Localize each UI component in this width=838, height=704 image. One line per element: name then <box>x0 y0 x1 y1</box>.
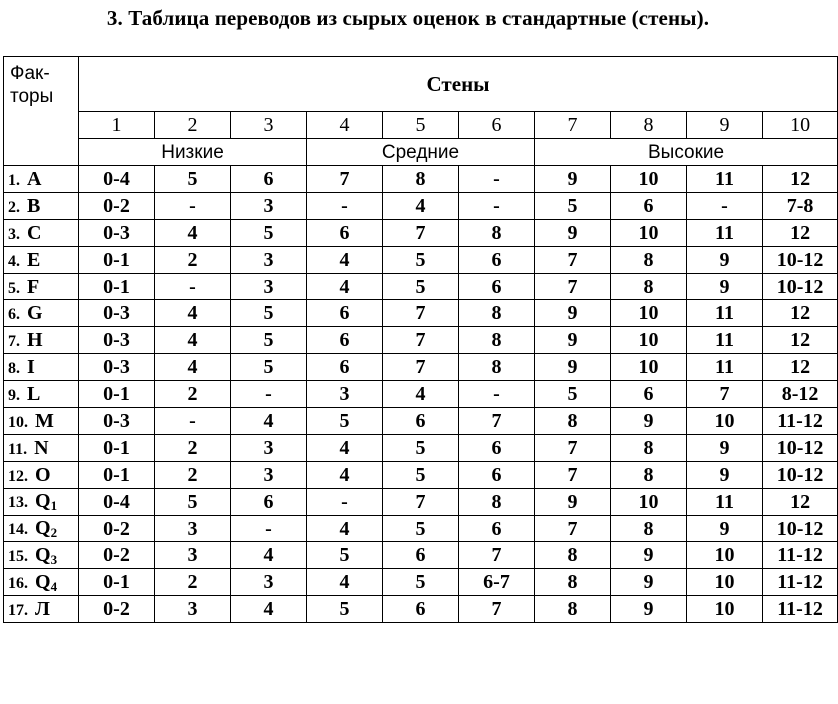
table-row <box>4 327 838 354</box>
value-cell: 0-3 <box>79 327 155 354</box>
value-cell: - <box>687 192 763 219</box>
factor-subscript: 4 <box>50 578 58 594</box>
factor-name: L <box>27 383 41 406</box>
value-cell: 6-7 <box>459 569 535 596</box>
factor-subscript: 1 <box>50 498 58 514</box>
factor-cell <box>4 434 79 461</box>
factors-header-line1: Фак- <box>10 63 50 84</box>
value-cell: 9 <box>611 408 687 435</box>
factor-cell <box>4 515 79 542</box>
value-cell: 0-1 <box>79 461 155 488</box>
factors-header-cell <box>4 57 79 166</box>
value-cell: 11-12 <box>763 569 838 596</box>
value-cell: 4 <box>155 354 231 381</box>
factor-name: I <box>27 356 35 379</box>
value-cell: 3 <box>307 381 383 408</box>
value-cell: 10 <box>611 354 687 381</box>
factor-cell <box>4 596 79 623</box>
value-cell: 6 <box>459 461 535 488</box>
group-row <box>4 139 838 166</box>
value-cell: 10 <box>611 327 687 354</box>
value-cell: 6 <box>459 273 535 300</box>
value-cell: 5 <box>231 354 307 381</box>
group-low: Низкие <box>79 139 307 166</box>
factor-cell <box>4 246 79 273</box>
page-title: 3. Таблица переводов из сырых оценок в стандартные (стены). <box>106 6 710 30</box>
value-cell: 5 <box>231 219 307 246</box>
group-high: Высокие <box>535 139 838 166</box>
factor-index: 15. <box>8 547 28 565</box>
factor-index: 8. <box>8 360 20 378</box>
sten-number-cell: 8 <box>611 112 687 139</box>
group-medium: Средние <box>307 139 535 166</box>
value-cell: 7 <box>535 246 611 273</box>
value-cell: 8-12 <box>763 381 838 408</box>
value-cell: 3 <box>231 461 307 488</box>
value-cell: 7 <box>687 381 763 408</box>
factor-cell <box>4 408 79 435</box>
value-cell: 9 <box>687 246 763 273</box>
value-cell: 10-12 <box>763 434 838 461</box>
sten-number-cell: 5 <box>383 112 459 139</box>
factor-cell <box>4 273 79 300</box>
value-cell: 7 <box>459 596 535 623</box>
value-cell: 8 <box>459 300 535 327</box>
value-cell: 6 <box>307 219 383 246</box>
value-cell: 6 <box>307 354 383 381</box>
sten-number-row <box>4 112 838 139</box>
value-cell: 4 <box>155 327 231 354</box>
factor-subscript: 2 <box>50 525 58 541</box>
value-cell: 4 <box>307 434 383 461</box>
value-cell: 9 <box>687 434 763 461</box>
factor-name: F <box>27 275 40 298</box>
value-cell: 8 <box>535 408 611 435</box>
factor-index: 17. <box>8 602 28 620</box>
value-cell: 8 <box>535 542 611 569</box>
table-row <box>4 461 838 488</box>
table-row <box>4 434 838 461</box>
sten-number-cell: 10 <box>763 112 838 139</box>
value-cell: 10 <box>611 488 687 515</box>
value-cell: 5 <box>231 300 307 327</box>
value-cell: 5 <box>383 273 459 300</box>
factor-cell <box>4 569 79 596</box>
header-row <box>4 57 838 112</box>
value-cell: 9 <box>535 219 611 246</box>
value-cell: 9 <box>535 327 611 354</box>
value-cell: 7 <box>383 488 459 515</box>
value-cell: 11 <box>687 300 763 327</box>
value-cell: 7 <box>535 515 611 542</box>
value-cell: 4 <box>231 542 307 569</box>
stens-header: Стены <box>79 57 838 112</box>
value-cell: 5 <box>383 515 459 542</box>
value-cell: 10-12 <box>763 246 838 273</box>
value-cell: 5 <box>535 381 611 408</box>
value-cell: 7 <box>307 166 383 193</box>
value-cell: 7 <box>383 354 459 381</box>
value-cell: 7 <box>535 273 611 300</box>
factor-index: 6. <box>8 306 20 324</box>
factor-index: 13. <box>8 494 28 512</box>
table-row <box>4 300 838 327</box>
sten-number-cell: 2 <box>155 112 231 139</box>
factor-index: 10. <box>8 413 28 431</box>
value-cell: 10 <box>611 300 687 327</box>
value-cell: 6 <box>231 166 307 193</box>
value-cell: 8 <box>459 354 535 381</box>
value-cell: 6 <box>307 300 383 327</box>
table-row <box>4 542 838 569</box>
factor-name: E <box>27 248 41 271</box>
value-cell: 0-4 <box>79 488 155 515</box>
factor-name: H <box>27 329 43 352</box>
sten-number-cell: 6 <box>459 112 535 139</box>
value-cell: 3 <box>155 542 231 569</box>
value-cell: 0-3 <box>79 354 155 381</box>
value-cell: 5 <box>383 569 459 596</box>
sten-number-cell: 4 <box>307 112 383 139</box>
value-cell: - <box>459 192 535 219</box>
value-cell: 2 <box>155 569 231 596</box>
value-cell: 7 <box>459 408 535 435</box>
value-cell: 10-12 <box>763 273 838 300</box>
value-cell: 5 <box>383 434 459 461</box>
value-cell: 8 <box>611 246 687 273</box>
factor-cell <box>4 192 79 219</box>
value-cell: 5 <box>155 488 231 515</box>
sten-number-cell: 7 <box>535 112 611 139</box>
value-cell: 10 <box>687 408 763 435</box>
value-cell: 6 <box>231 488 307 515</box>
value-cell: 6 <box>383 408 459 435</box>
table-row <box>4 246 838 273</box>
factor-name: M <box>35 409 54 432</box>
value-cell: 4 <box>307 569 383 596</box>
value-cell: 5 <box>231 327 307 354</box>
table-row <box>4 488 838 515</box>
factor-name: Q <box>35 543 51 566</box>
value-cell: - <box>155 192 231 219</box>
value-cell: 9 <box>535 166 611 193</box>
value-cell: 4 <box>307 515 383 542</box>
value-cell: 7-8 <box>763 192 838 219</box>
value-cell: - <box>307 488 383 515</box>
value-cell: 4 <box>155 219 231 246</box>
value-cell: 7 <box>535 434 611 461</box>
value-cell: 11 <box>687 488 763 515</box>
value-cell: - <box>155 408 231 435</box>
value-cell: 8 <box>459 219 535 246</box>
value-cell: 0-1 <box>79 381 155 408</box>
value-cell: 0-1 <box>79 246 155 273</box>
factor-index: 12. <box>8 467 28 485</box>
value-cell: 10 <box>687 569 763 596</box>
factor-index: 16. <box>8 574 28 592</box>
value-cell: 7 <box>535 461 611 488</box>
value-cell: 11 <box>687 354 763 381</box>
value-cell: 6 <box>459 434 535 461</box>
value-cell: 12 <box>763 327 838 354</box>
value-cell: 7 <box>459 542 535 569</box>
value-cell: 10-12 <box>763 461 838 488</box>
value-cell: 7 <box>383 219 459 246</box>
factor-cell <box>4 166 79 193</box>
value-cell: 5 <box>307 408 383 435</box>
value-cell: 12 <box>763 300 838 327</box>
value-cell: 4 <box>231 596 307 623</box>
value-cell: 4 <box>307 273 383 300</box>
value-cell: 3 <box>231 192 307 219</box>
value-cell: - <box>231 515 307 542</box>
factor-index: 1. <box>8 171 20 189</box>
value-cell: 12 <box>763 219 838 246</box>
factor-cell <box>4 542 79 569</box>
value-cell: 5 <box>307 596 383 623</box>
value-cell: 9 <box>687 273 763 300</box>
sten-conversion-table <box>3 56 838 623</box>
value-cell: 8 <box>459 488 535 515</box>
value-cell: 0-4 <box>79 166 155 193</box>
value-cell: 8 <box>459 327 535 354</box>
value-cell: 5 <box>307 542 383 569</box>
factor-index: 2. <box>8 198 20 216</box>
sten-number-cell: 1 <box>79 112 155 139</box>
table-row <box>4 192 838 219</box>
value-cell: 3 <box>155 515 231 542</box>
value-cell: 0-2 <box>79 596 155 623</box>
value-cell: 11 <box>687 219 763 246</box>
factor-cell <box>4 327 79 354</box>
value-cell: 10 <box>611 219 687 246</box>
value-cell: 7 <box>383 300 459 327</box>
value-cell: 6 <box>459 515 535 542</box>
table-row <box>4 408 838 435</box>
factors-header-line2: торы <box>10 85 54 107</box>
value-cell: 11 <box>687 166 763 193</box>
factor-index: 9. <box>8 387 20 405</box>
value-cell: 12 <box>763 354 838 381</box>
value-cell: 2 <box>155 246 231 273</box>
value-cell: 9 <box>535 300 611 327</box>
factor-name: G <box>27 302 43 325</box>
value-cell: 9 <box>611 542 687 569</box>
value-cell: 9 <box>611 596 687 623</box>
value-cell: 0-2 <box>79 192 155 219</box>
value-cell: 0-3 <box>79 408 155 435</box>
table-row <box>4 515 838 542</box>
factor-index: 3. <box>8 225 20 243</box>
value-cell: 2 <box>155 461 231 488</box>
value-cell: 0-2 <box>79 515 155 542</box>
table-row <box>4 569 838 596</box>
factor-subscript: 3 <box>50 551 58 567</box>
factor-name: Л <box>35 598 50 621</box>
value-cell: 3 <box>231 434 307 461</box>
value-cell: 5 <box>383 246 459 273</box>
value-cell: - <box>231 381 307 408</box>
value-cell: 3 <box>231 569 307 596</box>
factor-name: A <box>27 167 42 190</box>
factor-index: 14. <box>8 521 28 539</box>
table-row <box>4 219 838 246</box>
value-cell: 2 <box>155 381 231 408</box>
value-cell: 6 <box>611 192 687 219</box>
factor-name: C <box>27 221 42 244</box>
value-cell: 6 <box>383 596 459 623</box>
value-cell: 9 <box>611 569 687 596</box>
factor-name: Q <box>35 570 51 593</box>
factor-name: Q <box>35 517 51 540</box>
value-cell: 4 <box>383 192 459 219</box>
sten-number-cell: 3 <box>231 112 307 139</box>
value-cell: 5 <box>155 166 231 193</box>
factor-name: N <box>34 436 49 459</box>
factor-cell <box>4 488 79 515</box>
value-cell: 9 <box>687 461 763 488</box>
value-cell: 4 <box>383 381 459 408</box>
value-cell: 10-12 <box>763 515 838 542</box>
value-cell: 6 <box>383 542 459 569</box>
value-cell: 6 <box>611 381 687 408</box>
value-cell: 0-1 <box>79 569 155 596</box>
value-cell: 8 <box>535 596 611 623</box>
table-row <box>4 166 838 193</box>
factor-cell <box>4 219 79 246</box>
value-cell: 2 <box>155 434 231 461</box>
value-cell: 6 <box>459 246 535 273</box>
table-row <box>4 381 838 408</box>
factor-name: O <box>35 463 51 486</box>
factor-name: Q <box>35 490 51 513</box>
value-cell: 10 <box>687 596 763 623</box>
value-cell: 8 <box>611 515 687 542</box>
factor-cell <box>4 300 79 327</box>
value-cell: - <box>459 166 535 193</box>
value-cell: 10 <box>611 166 687 193</box>
value-cell: 8 <box>535 569 611 596</box>
value-cell: 3 <box>231 273 307 300</box>
value-cell: 5 <box>535 192 611 219</box>
factor-index: 11. <box>8 440 28 458</box>
factor-index: 4. <box>8 252 20 270</box>
table-row <box>4 354 838 381</box>
value-cell: 0-1 <box>79 273 155 300</box>
factor-cell <box>4 461 79 488</box>
factor-cell <box>4 354 79 381</box>
value-cell: 7 <box>383 327 459 354</box>
value-cell: 9 <box>687 515 763 542</box>
value-cell: 12 <box>763 166 838 193</box>
value-cell: 0-3 <box>79 300 155 327</box>
value-cell: 10 <box>687 542 763 569</box>
value-cell: 3 <box>155 596 231 623</box>
value-cell: 6 <box>307 327 383 354</box>
value-cell: 11 <box>687 327 763 354</box>
value-cell: 0-2 <box>79 542 155 569</box>
value-cell: - <box>459 381 535 408</box>
value-cell: 11-12 <box>763 408 838 435</box>
value-cell: 11-12 <box>763 596 838 623</box>
value-cell: 3 <box>231 246 307 273</box>
table-row <box>4 273 838 300</box>
value-cell: 8 <box>611 461 687 488</box>
value-cell: 8 <box>611 273 687 300</box>
value-cell: 4 <box>231 408 307 435</box>
table-row <box>4 596 838 623</box>
value-cell: 9 <box>535 488 611 515</box>
value-cell: - <box>307 192 383 219</box>
value-cell: 12 <box>763 488 838 515</box>
value-cell: 8 <box>383 166 459 193</box>
value-cell: 4 <box>307 246 383 273</box>
value-cell: 9 <box>535 354 611 381</box>
value-cell: 4 <box>155 300 231 327</box>
value-cell: - <box>155 273 231 300</box>
factor-index: 7. <box>8 333 20 351</box>
factor-name: B <box>27 194 41 217</box>
value-cell: 8 <box>611 434 687 461</box>
value-cell: 0-1 <box>79 434 155 461</box>
sten-number-cell: 9 <box>687 112 763 139</box>
factor-index: 5. <box>8 279 20 297</box>
value-cell: 5 <box>383 461 459 488</box>
value-cell: 11-12 <box>763 542 838 569</box>
value-cell: 4 <box>307 461 383 488</box>
factor-cell <box>4 381 79 408</box>
value-cell: 0-3 <box>79 219 155 246</box>
